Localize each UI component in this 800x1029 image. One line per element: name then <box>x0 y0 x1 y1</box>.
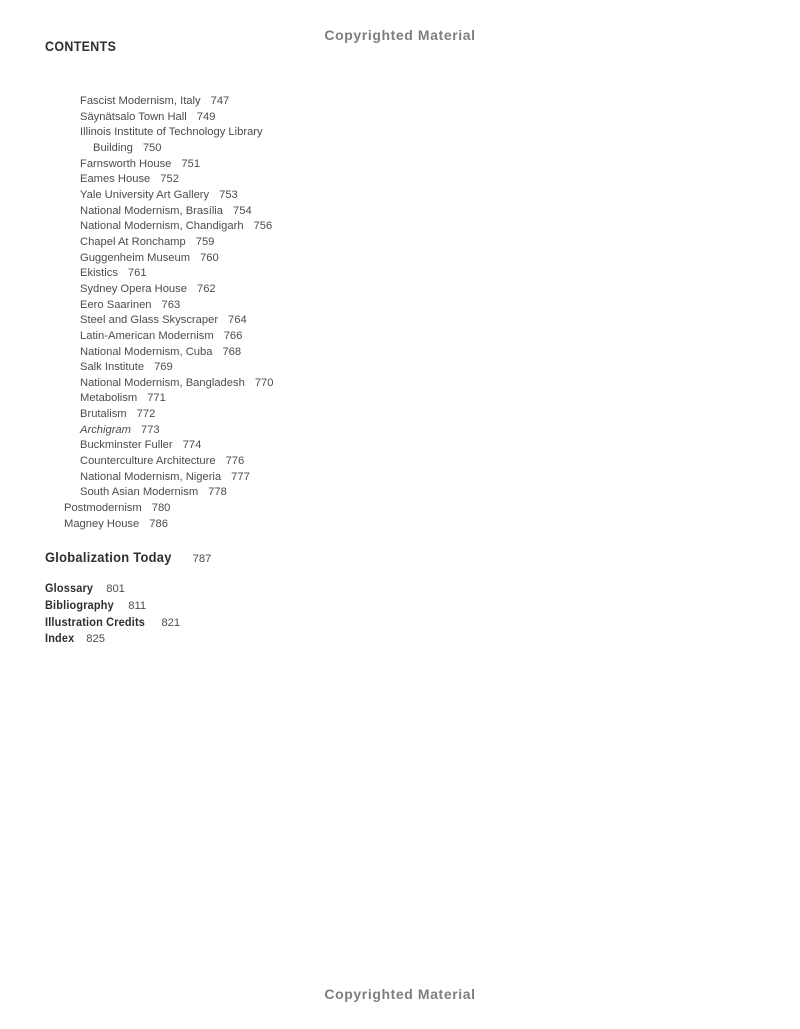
toc-entry <box>45 235 273 251</box>
toc-entry <box>45 360 273 376</box>
backmatter-entry-title: Index <box>45 632 75 646</box>
toc-entry <box>45 141 273 157</box>
toc-entry-title: Buckminster Fuller <box>80 439 173 452</box>
toc-entry-page-number: 776 <box>225 455 245 468</box>
toc-entry-title: Sydney Opera House <box>80 282 187 295</box>
toc-list <box>45 94 273 532</box>
toc-entry-page-number: 770 <box>254 376 274 389</box>
toc-entry <box>45 438 273 454</box>
toc-entry-page-number: 753 <box>219 188 238 201</box>
toc-entry-page-number: 773 <box>140 423 160 436</box>
toc-entry <box>45 251 273 267</box>
toc-entry-page-number: 759 <box>195 235 215 248</box>
toc-entry <box>45 329 273 345</box>
copyright-watermark-top: Copyrighted Material <box>324 27 476 43</box>
toc-entry <box>45 407 273 423</box>
toc-entry <box>45 501 273 517</box>
toc-entry-page-number: 780 <box>151 502 171 515</box>
toc-entry-title: Postmodernism <box>64 502 142 515</box>
toc-entry-title: Steel and Glass Skyscraper <box>80 314 219 327</box>
backmatter-list <box>45 581 180 648</box>
toc-entry-page-number: 750 <box>142 141 162 154</box>
backmatter-entry <box>45 598 180 615</box>
backmatter-entry-title: Glossary <box>45 582 94 595</box>
toc-entry-page-number: 778 <box>208 486 227 499</box>
toc-entry <box>45 470 273 486</box>
backmatter-entry-title: Illustration Credits <box>45 615 146 629</box>
toc-entry <box>45 313 273 329</box>
toc-entry <box>45 157 273 173</box>
backmatter-entry-page-number: 825 <box>86 633 105 646</box>
toc-entry <box>45 376 273 392</box>
toc-entry-title: Building <box>93 141 133 154</box>
toc-entry-title: Säynätsalo Town Hall <box>80 110 187 123</box>
toc-entry-page-number: 774 <box>182 439 202 452</box>
backmatter-entry-title: Bibliography <box>45 598 114 612</box>
toc-entry-title: Eames House <box>80 173 151 186</box>
toc-entry-page-number: 786 <box>149 517 168 530</box>
toc-entry <box>45 298 273 314</box>
toc-entry-page-number: 749 <box>196 110 216 123</box>
toc-entry <box>45 94 273 110</box>
toc-entry <box>45 282 273 298</box>
backmatter-entry <box>45 581 180 598</box>
backmatter-entry <box>45 615 180 632</box>
toc-entry-page-number: 769 <box>154 361 173 374</box>
toc-entry <box>45 125 273 141</box>
section-heading-page-number: 787 <box>192 553 212 565</box>
toc-entry-title: National Modernism, Bangladesh <box>80 376 245 389</box>
toc-entry-title: Latin-American Modernism <box>80 329 214 342</box>
toc-entry-title: Metabolism <box>80 392 138 405</box>
toc-entry-page-number: 768 <box>222 345 242 358</box>
toc-entry-title: Counterculture Architecture <box>80 455 216 468</box>
toc-entry-page-number: 772 <box>136 408 156 421</box>
toc-entry-page-number: 763 <box>161 298 181 311</box>
toc-entry-title: Farnsworth House <box>80 157 172 170</box>
backmatter-entry <box>45 631 180 648</box>
toc-entry <box>45 454 273 470</box>
toc-entry <box>45 517 273 533</box>
toc-entry-page-number: 761 <box>127 267 147 280</box>
toc-entry-page-number: 764 <box>228 314 247 327</box>
toc-entry <box>45 266 273 282</box>
toc-entry-title: Yale University Art Gallery <box>80 188 210 201</box>
toc-entry-page-number: 752 <box>160 173 179 186</box>
toc-entry-page-number: 762 <box>196 282 216 295</box>
toc-entry-page-number: 760 <box>200 251 219 264</box>
toc-entry-title: National Modernism, Cuba <box>80 345 213 358</box>
toc-entry <box>45 485 273 501</box>
toc-entry <box>45 345 273 361</box>
toc-entry-title: Brutalism <box>80 408 127 421</box>
toc-entry <box>45 219 273 235</box>
toc-entry <box>45 110 273 126</box>
toc-entry-title: Ekistics <box>80 267 118 280</box>
toc-entry <box>45 188 273 204</box>
toc-entry-title: Magney House <box>64 517 140 530</box>
toc-entry <box>45 423 273 439</box>
toc-entry-page-number: 747 <box>210 95 230 107</box>
toc-entry-page-number: 751 <box>181 157 201 170</box>
toc-entry-title: National Modernism, Nigeria <box>80 470 222 483</box>
section-heading-title: Globalization Today <box>45 549 172 565</box>
toc-entry-page-number: 777 <box>231 470 250 483</box>
toc-entry-title: Eero Saarinen <box>80 298 152 311</box>
toc-entry-title: Guggenheim Museum <box>80 251 191 264</box>
toc-entry-title: South Asian Modernism <box>80 486 199 499</box>
toc-entry <box>45 204 273 220</box>
toc-entry-title: Chapel At Ronchamp <box>80 235 186 248</box>
toc-entry-page-number: 756 <box>253 220 273 233</box>
backmatter-entry-page-number: 821 <box>161 616 181 629</box>
section-heading-globalization-today <box>45 549 211 565</box>
toc-entry-title: National Modernism, Chandigarh <box>80 220 244 233</box>
page-title: CONTENTS <box>45 39 117 54</box>
toc-entry-page-number: 754 <box>233 204 252 217</box>
toc-entry-title: Fascist Modernism, Italy <box>80 95 201 107</box>
toc-entry-page-number: 771 <box>147 392 166 405</box>
backmatter-entry-page-number: 801 <box>106 583 125 595</box>
toc-entry-title: National Modernism, Brasília <box>80 204 224 217</box>
toc-entry-title: Illinois Institute of Technology Library <box>80 126 263 139</box>
toc-entry-page-number: 766 <box>223 329 243 342</box>
toc-entry-title: Archigram <box>80 423 131 436</box>
backmatter-entry-page-number: 811 <box>128 599 147 612</box>
toc-entry <box>45 391 273 407</box>
toc-entry <box>45 172 273 188</box>
copyright-watermark-bottom: Copyrighted Material <box>324 986 476 1002</box>
toc-entry-title: Salk Institute <box>80 361 145 374</box>
